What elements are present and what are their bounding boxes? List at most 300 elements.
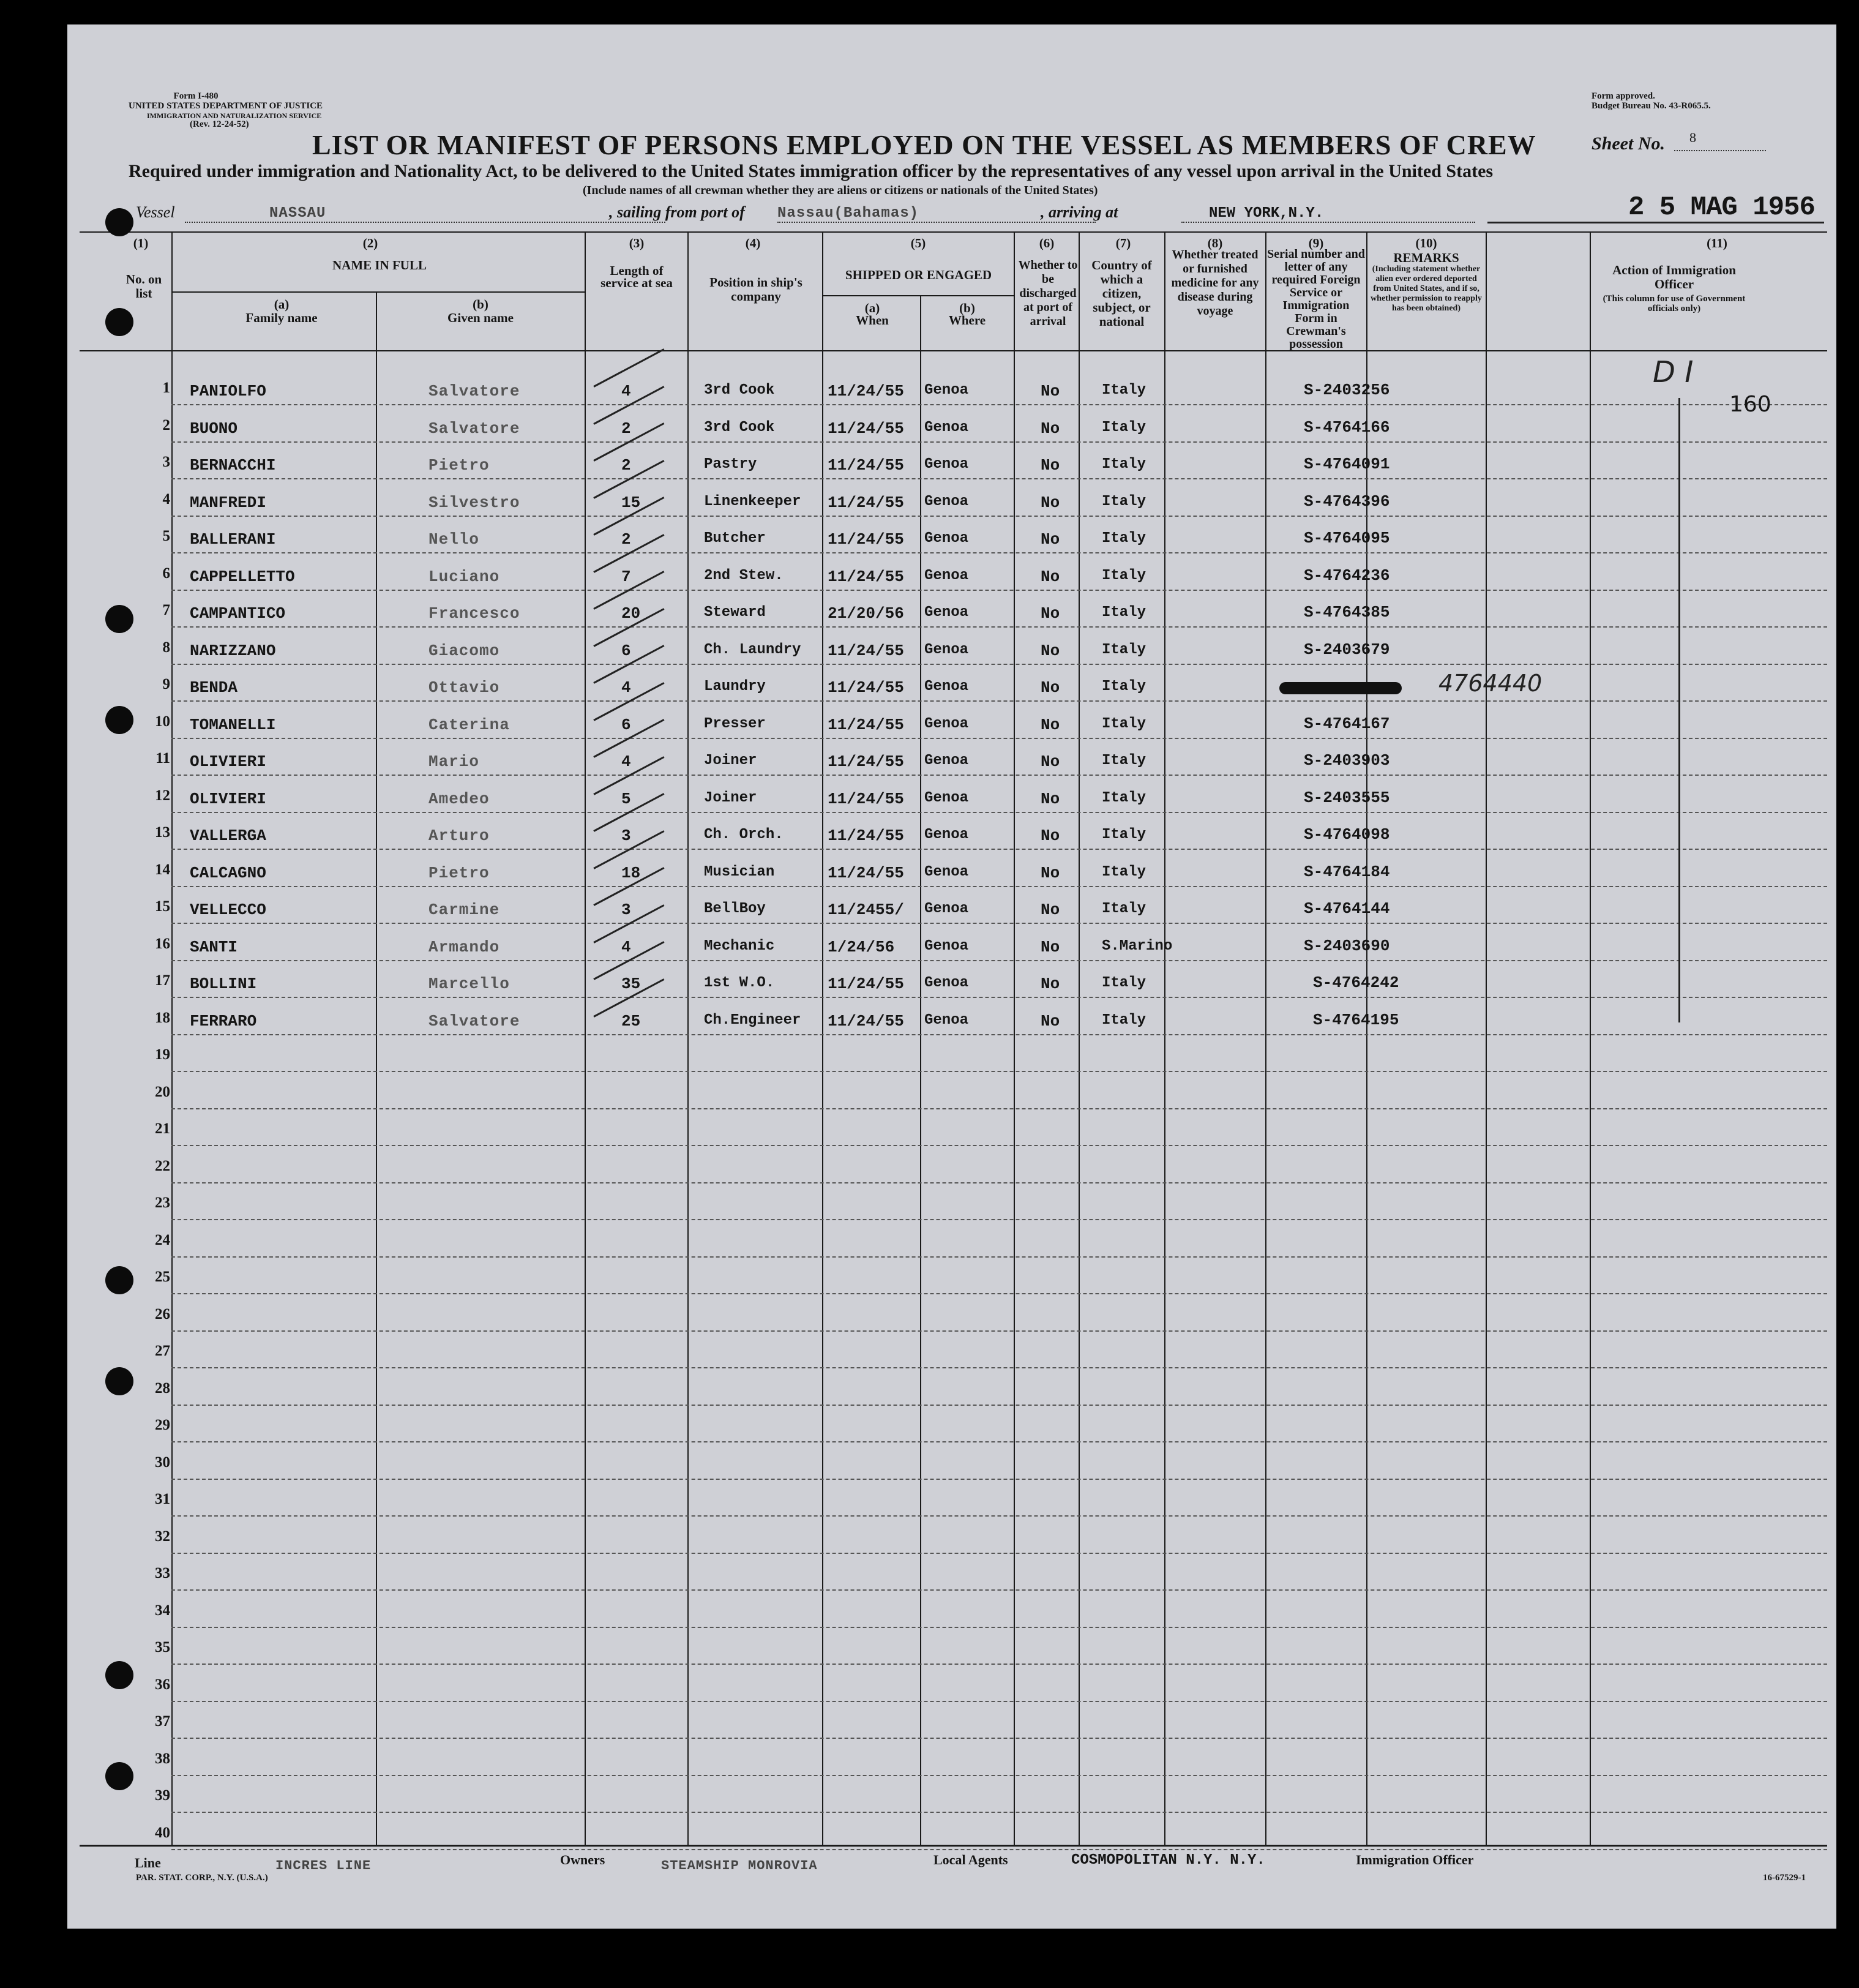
row-number: 24 <box>155 1231 170 1248</box>
country: Italy <box>1102 567 1146 584</box>
engaged-date: 11/24/55 <box>828 567 904 586</box>
serial-number: S-2403903 <box>1304 751 1390 770</box>
family-name: CAMPANTICO <box>190 604 286 623</box>
service-length: 5 <box>621 789 631 808</box>
ship-position: 1st W.O. <box>704 975 775 991</box>
row-number: 27 <box>155 1343 170 1359</box>
serial-number: S-2403679 <box>1304 640 1390 659</box>
country: Italy <box>1102 530 1146 547</box>
service-length: 2 <box>621 456 631 474</box>
family-name: TOMANELLI <box>190 715 276 734</box>
owners-name: STEAMSHIP MONROVIA <box>661 1858 818 1874</box>
country: Italy <box>1102 678 1146 695</box>
col-divider-2 <box>585 231 586 1845</box>
serial-number: S-4764385 <box>1304 603 1390 621</box>
blank-row-line <box>171 1849 1827 1850</box>
blank-row-line <box>171 1664 1827 1665</box>
blank-row-line <box>171 1256 1827 1258</box>
engaged-date: 11/24/55 <box>828 641 904 660</box>
punch-hole <box>105 1661 133 1689</box>
row-number: 18 <box>155 1009 170 1026</box>
engaged-date: 21/20/56 <box>828 604 904 623</box>
col9-header: Serial number and letter of any required Foreign Service or Immigration Form in Crewman's possession <box>1267 247 1365 351</box>
col-divider-1 <box>171 231 173 1845</box>
given-name: Silvestro <box>428 493 520 512</box>
country: Italy <box>1102 789 1146 806</box>
serial-number: S-4764166 <box>1304 418 1390 437</box>
engaged-date: 11/24/55 <box>828 530 904 549</box>
blank-row-line <box>171 1812 1827 1813</box>
ship-position: Steward <box>704 604 766 621</box>
row-number: 28 <box>155 1379 170 1397</box>
ship-position: 3rd Cook <box>704 382 775 399</box>
ship-position: 3rd Cook <box>704 419 775 436</box>
family-name: BENDA <box>190 678 238 697</box>
serial-number: S-4764098 <box>1304 825 1390 844</box>
col11-number: (11) <box>1707 236 1727 250</box>
arriving-label: , arriving at <box>1041 203 1118 221</box>
port-underline <box>777 222 1096 223</box>
row-number: 32 <box>155 1528 170 1545</box>
country: Italy <box>1102 456 1146 473</box>
col5b-header: Where <box>948 313 986 328</box>
family-name: BALLERANI <box>190 530 276 549</box>
serial-number: S-4764236 <box>1304 566 1390 585</box>
discharge-flag: No <box>1041 827 1060 845</box>
line-name: INCRES LINE <box>275 1858 372 1874</box>
ship-position: Ch.Engineer <box>704 1011 801 1029</box>
col-divider-9 <box>1366 231 1367 1845</box>
agents-label: Local Agents <box>933 1852 1008 1867</box>
discharge-flag: No <box>1041 530 1060 549</box>
ship-position: Joiner <box>704 789 757 806</box>
family-name: MANFREDI <box>190 493 266 512</box>
service-length: 4 <box>621 937 631 956</box>
engaged-place: Genoa <box>924 863 969 880</box>
engaged-place: Genoa <box>924 382 969 399</box>
col-divider-3 <box>687 231 689 1845</box>
line-label: Line <box>135 1855 161 1870</box>
service-length: 20 <box>621 604 641 623</box>
row-number: 29 <box>155 1417 170 1433</box>
engaged-place: Genoa <box>924 604 969 621</box>
given-name: Amedeo <box>428 789 490 808</box>
family-name: BERNACCHI <box>190 456 276 474</box>
country: Italy <box>1102 641 1146 658</box>
col-divider-8 <box>1265 231 1266 1845</box>
family-name: OLIVIERI <box>190 789 266 808</box>
engaged-date: 11/24/55 <box>828 419 904 438</box>
blank-row-line <box>171 1108 1827 1109</box>
col8-number: (8) <box>1207 236 1223 250</box>
date-stamp: 2 5 MAG 1956 <box>1628 192 1815 223</box>
country: S.Marino <box>1102 937 1173 955</box>
row-number: 35 <box>155 1639 170 1656</box>
engaged-place: Genoa <box>924 456 969 473</box>
table-row <box>171 626 1827 628</box>
table-row <box>171 478 1827 479</box>
country: Italy <box>1102 752 1146 769</box>
row-number: 10 <box>155 713 170 730</box>
discharge-flag: No <box>1041 382 1060 400</box>
ship-position: BellBoy <box>704 901 766 917</box>
discharge-flag: No <box>1041 456 1060 474</box>
service-length: 35 <box>621 975 641 993</box>
col10-subheader: (Including statement whether alien ever ordered deported from United States, and if so, whether permission to reapply has been obtained) <box>1371 264 1482 313</box>
col3-header: Length of service at sea <box>600 263 673 290</box>
row-number: 14 <box>155 861 170 878</box>
engaged-date: 11/24/55 <box>828 678 904 697</box>
discharge-flag: No <box>1041 975 1060 993</box>
engaged-date: 11/24/55 <box>828 827 904 845</box>
table-row <box>171 997 1827 998</box>
col6-header: Whether to be discharged at port of arrival <box>1018 258 1078 328</box>
col2b-header: Given name <box>447 310 514 325</box>
blank-row-line <box>171 1405 1827 1406</box>
col-divider-11 <box>1590 231 1591 1845</box>
col-divider-10 <box>1486 231 1487 1845</box>
col10-header: REMARKS <box>1393 250 1459 265</box>
engaged-date: 11/24/55 <box>828 789 904 808</box>
punch-hole <box>105 1367 133 1395</box>
vessel-label: Vessel <box>136 203 175 221</box>
ship-position: Musician <box>704 863 775 880</box>
discharge-flag: No <box>1041 493 1060 512</box>
service-length: 4 <box>621 382 631 400</box>
family-name: OLIVIERI <box>190 752 266 771</box>
blank-row-line <box>171 1441 1827 1442</box>
col-divider-7 <box>1164 231 1165 1845</box>
serial-number: S-4764144 <box>1304 899 1390 918</box>
blank-row-line <box>171 1071 1827 1072</box>
engaged-date: 11/2455/ <box>828 901 904 919</box>
col8-header: Whether treated or furnished medicine for any disease during voyage <box>1171 248 1259 318</box>
discharge-flag: No <box>1041 678 1060 697</box>
country: Italy <box>1102 382 1146 399</box>
col7-number: (7) <box>1115 236 1131 250</box>
given-name: Carmine <box>428 901 500 919</box>
ship-position: Presser <box>704 715 766 732</box>
given-name: Salvatore <box>428 1011 520 1030</box>
serial-number: S-4764396 <box>1304 492 1390 511</box>
given-name: Giacomo <box>428 641 500 660</box>
service-length: 4 <box>621 678 631 697</box>
discharge-flag: No <box>1041 419 1060 438</box>
col2-number: (2) <box>362 236 378 250</box>
row-number: 26 <box>155 1305 170 1322</box>
col11-header: Action of Immigration Officer <box>1612 263 1736 291</box>
form-number: Form I-480 <box>173 91 219 101</box>
serial-number: S-4764167 <box>1304 714 1390 733</box>
form-approved: Form approved. <box>1592 91 1655 101</box>
blank-row-line <box>171 1145 1827 1146</box>
given-name: Ottavio <box>428 678 500 697</box>
table-row <box>171 812 1827 813</box>
row-number: 11 <box>155 750 170 767</box>
table-row <box>171 775 1827 776</box>
engaged-date: 11/24/55 <box>828 975 904 993</box>
table-row <box>171 516 1827 517</box>
given-name: Pietro <box>428 863 490 882</box>
row-number: 37 <box>155 1713 170 1730</box>
engaged-place: Genoa <box>924 641 969 658</box>
engaged-date: 11/24/55 <box>828 752 904 771</box>
serial-number: S-2403256 <box>1304 381 1390 399</box>
row-number: 1 <box>162 380 170 396</box>
family-name: VELLECCO <box>190 901 266 919</box>
row-number: 36 <box>155 1676 170 1693</box>
col5a-number: (a) <box>864 301 880 315</box>
family-name: SANTI <box>190 937 238 956</box>
country: Italy <box>1102 827 1146 843</box>
country: Italy <box>1102 975 1146 991</box>
punch-hole <box>105 1266 133 1294</box>
discharge-flag: No <box>1041 1011 1060 1030</box>
service-length: 3 <box>621 827 631 845</box>
country: Italy <box>1102 901 1146 917</box>
punch-hole <box>105 208 133 236</box>
punch-hole <box>105 1762 133 1790</box>
engaged-place: Genoa <box>924 937 969 955</box>
row-number: 12 <box>155 787 170 804</box>
col2a-header: Family name <box>245 310 318 325</box>
discharge-flag: No <box>1041 789 1060 808</box>
row-number: 2 <box>162 416 170 433</box>
given-name: Marcello <box>428 975 510 993</box>
blank-row-line <box>171 1627 1827 1628</box>
service-length: 2 <box>621 419 631 438</box>
table-row <box>171 664 1827 665</box>
sheet-underline <box>1674 150 1766 151</box>
row-number: 9 <box>162 676 170 692</box>
vessel-underline <box>185 222 665 223</box>
discharge-flag: No <box>1041 937 1060 956</box>
row-number: 25 <box>155 1269 170 1285</box>
header-bottom-border <box>80 350 1827 351</box>
col-divider-5 <box>1014 231 1015 1845</box>
vessel-name: NASSAU <box>269 205 326 222</box>
country: Italy <box>1102 1011 1146 1029</box>
table-bottom-border <box>80 1845 1827 1847</box>
serial-number: S-4764242 <box>1313 973 1399 992</box>
blank-row-line <box>171 1553 1827 1554</box>
blank-row-line <box>171 1515 1827 1517</box>
revision-date: (Rev. 12-24-52) <box>190 119 249 129</box>
engaged-place: Genoa <box>924 827 969 843</box>
action-bracket-line <box>1678 398 1680 1022</box>
ship-position: Laundry <box>704 678 766 695</box>
service-name: IMMIGRATION AND NATURALIZATION SERVICE <box>147 111 322 120</box>
col-divider-2a <box>376 293 377 1845</box>
col2-header: NAME IN FULL <box>332 258 427 272</box>
service-length: 6 <box>621 715 631 734</box>
redacted-serial-scribble <box>1279 682 1402 694</box>
col1-header: No. on list <box>125 272 162 301</box>
serial-number: S-4764195 <box>1313 1010 1399 1029</box>
discharge-flag: No <box>1041 567 1060 586</box>
ship-position: Joiner <box>704 752 757 769</box>
ship-position: Mechanic <box>704 937 775 955</box>
country: Italy <box>1102 419 1146 436</box>
gpo-number: 16-67529-1 <box>1763 1873 1806 1883</box>
row-number: 34 <box>155 1602 170 1619</box>
printer-note: PAR. STAT. CORP., N.Y. (U.S.A.) <box>136 1873 268 1883</box>
ship-position: Ch. Laundry <box>704 641 801 658</box>
given-name: Pietro <box>428 456 490 474</box>
col10-number: (10) <box>1415 236 1437 250</box>
agents-name: COSMOPOLITAN N.Y. N.Y. <box>1071 1852 1265 1869</box>
col7-header: Country of which a citizen, subject, or national <box>1091 258 1152 329</box>
row-number: 20 <box>155 1083 170 1100</box>
row-number: 39 <box>155 1787 170 1804</box>
discharge-flag: No <box>1041 752 1060 771</box>
ship-position: Pastry <box>704 456 757 473</box>
form-subtitle: Required under immigration and Nationality Act, to be delivered to the United States immigration officer by the representatives of any vessel upon arrival in the United States <box>129 161 1494 181</box>
engaged-date: 11/24/55 <box>828 863 904 882</box>
table-row <box>171 1034 1827 1035</box>
blank-row-line <box>171 1293 1827 1294</box>
given-name: Salvatore <box>428 382 520 400</box>
row-number: 30 <box>155 1453 170 1471</box>
engaged-place: Genoa <box>924 715 969 732</box>
sheet-number: 8 <box>1689 130 1696 145</box>
engaged-date: 11/24/55 <box>828 456 904 474</box>
name-subheader-line <box>171 291 585 293</box>
table-row <box>171 849 1827 850</box>
engaged-date: 1/24/56 <box>828 937 895 956</box>
remark-note: 4764440 <box>1438 670 1543 697</box>
row-number: 23 <box>155 1195 170 1211</box>
ship-position: Butcher <box>704 530 766 547</box>
given-name: Nello <box>428 530 480 549</box>
row-number: 8 <box>162 639 170 656</box>
ship-position: Linenkeeper <box>704 493 801 510</box>
engaged-date: 11/24/55 <box>828 715 904 734</box>
service-length: 4 <box>621 752 631 771</box>
punch-hole <box>105 706 133 734</box>
family-name: NARIZZANO <box>190 641 276 660</box>
col1-number: (1) <box>133 236 149 250</box>
given-name: Luciano <box>428 567 500 586</box>
owners-label: Owners <box>560 1852 605 1867</box>
serial-number: S-2403690 <box>1304 936 1390 955</box>
discharge-flag: No <box>1041 715 1060 734</box>
engaged-place: Genoa <box>924 789 969 806</box>
given-name: Francesco <box>428 604 520 623</box>
table-row <box>171 886 1827 887</box>
row-number: 3 <box>162 454 170 470</box>
blank-row-line <box>171 1479 1827 1480</box>
family-name: VALLERGA <box>190 827 266 845</box>
discharge-flag: No <box>1041 863 1060 882</box>
officer-label: Immigration Officer <box>1356 1852 1474 1867</box>
table-row <box>171 590 1827 591</box>
blank-row-line <box>171 1589 1827 1591</box>
family-name: BOLLINI <box>190 975 257 993</box>
engaged-place: Genoa <box>924 419 969 436</box>
row-number: 17 <box>155 972 170 989</box>
departure-port: Nassau(Bahamas) <box>777 205 919 222</box>
row-number: 31 <box>155 1491 170 1507</box>
engaged-place: Genoa <box>924 752 969 769</box>
col3-number: (3) <box>629 236 645 250</box>
table-top-border <box>80 231 1827 233</box>
col6-number: (6) <box>1039 236 1055 250</box>
given-name: Salvatore <box>428 419 520 438</box>
punch-hole <box>105 605 133 633</box>
manifest-sheet <box>67 24 1836 1929</box>
discharge-flag: No <box>1041 641 1060 660</box>
service-length: 2 <box>621 530 631 549</box>
blank-row-line <box>171 1330 1827 1332</box>
row-number: 13 <box>155 824 170 841</box>
family-name: CAPPELLETTO <box>190 567 295 586</box>
arrival-port: NEW YORK,N.Y. <box>1209 205 1324 222</box>
service-length: 7 <box>621 567 631 586</box>
row-number: 19 <box>155 1046 170 1063</box>
table-row <box>171 404 1827 405</box>
form-title: LIST OR MANIFEST OF PERSONS EMPLOYED ON THE VESSEL AS MEMBERS OF CREW <box>312 129 1536 160</box>
table-row <box>171 738 1827 739</box>
given-name: Arturo <box>428 827 490 845</box>
row-number: 6 <box>162 565 170 582</box>
row-number: 5 <box>162 528 170 544</box>
col9-number: (9) <box>1308 236 1324 250</box>
service-length: 3 <box>621 901 631 919</box>
col5a-header: When <box>856 313 889 328</box>
discharge-flag: No <box>1041 604 1060 623</box>
service-length: 6 <box>621 641 631 660</box>
col-divider-6 <box>1079 231 1080 1845</box>
row-number: 16 <box>155 935 170 952</box>
action-mark: D I <box>1653 355 1694 389</box>
family-name: CALCAGNO <box>190 863 266 882</box>
engaged-place: Genoa <box>924 530 969 547</box>
budget-bureau: Budget Bureau No. 43-R065.5. <box>1592 101 1711 111</box>
ship-position: 2nd Stew. <box>704 567 784 584</box>
row-number: 38 <box>155 1750 170 1767</box>
serial-number: S-4764184 <box>1304 862 1390 881</box>
country: Italy <box>1102 604 1146 621</box>
country: Italy <box>1102 863 1146 880</box>
blank-row-line <box>171 1738 1827 1739</box>
col2b-number: (b) <box>473 297 488 312</box>
discharge-flag: No <box>1041 901 1060 919</box>
serial-number: S-4764095 <box>1304 529 1390 547</box>
service-length: 15 <box>621 493 641 512</box>
blank-row-line <box>171 1219 1827 1220</box>
row-number: 7 <box>162 602 170 618</box>
count-annotation: 160 <box>1729 392 1771 417</box>
arrival-underline <box>1181 222 1475 223</box>
table-row <box>171 923 1827 924</box>
given-name: Caterina <box>428 715 510 734</box>
blank-row-line <box>171 1367 1827 1368</box>
engaged-place: Genoa <box>924 1011 969 1029</box>
engaged-place: Genoa <box>924 975 969 991</box>
col4-header: Position in ship's company <box>709 275 802 304</box>
date-underline <box>1487 222 1824 223</box>
engaged-place: Genoa <box>924 678 969 695</box>
engaged-place: Genoa <box>924 567 969 584</box>
shipped-subheader-line <box>822 295 1014 296</box>
service-length: 18 <box>621 863 641 882</box>
table-row <box>171 960 1827 961</box>
serial-number: S-2403555 <box>1304 788 1390 807</box>
engaged-date: 11/24/55 <box>828 382 904 400</box>
engaged-place: Genoa <box>924 901 969 917</box>
service-length: 25 <box>621 1011 641 1030</box>
